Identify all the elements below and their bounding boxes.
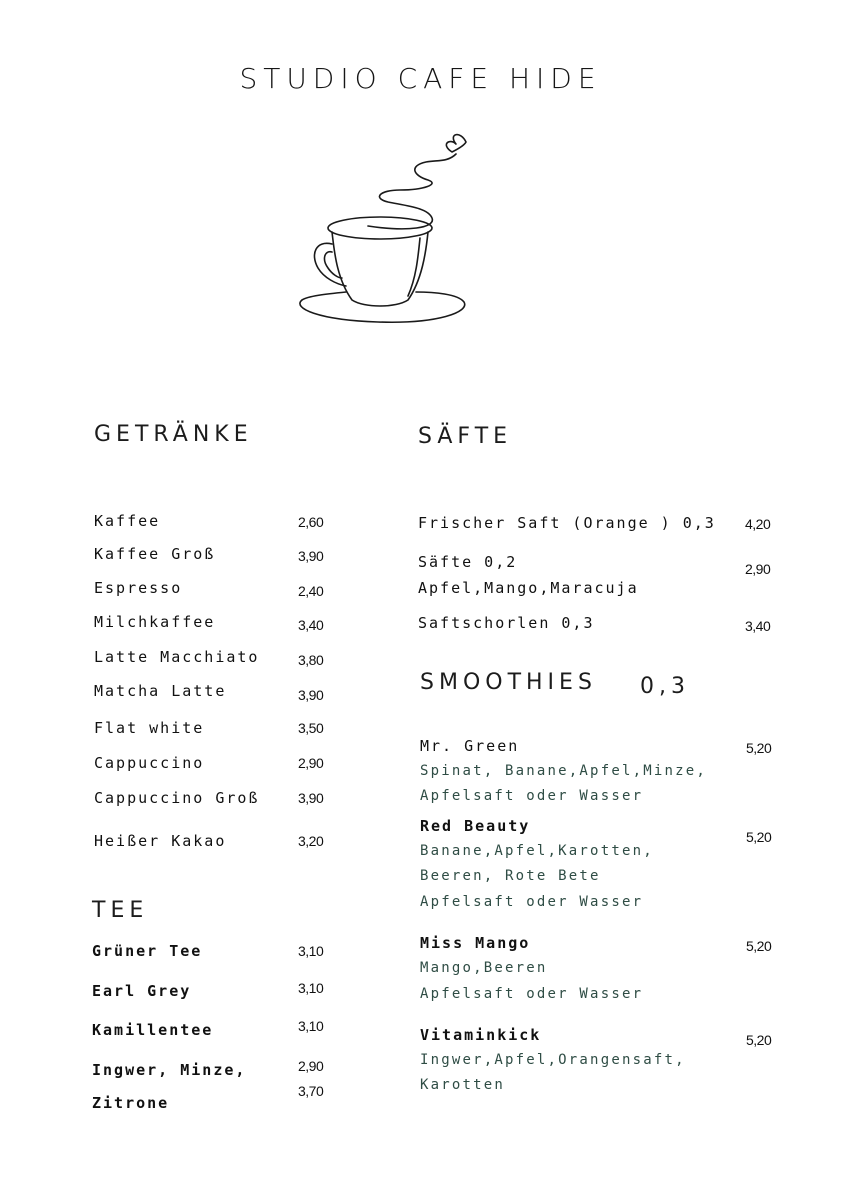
smoothies-size: 0,3 [640,674,690,699]
item-price: 3,10 [298,1018,324,1034]
item-description: Apfel,Mango,Maracuja [418,579,639,597]
item-description: Apfelsaft oder Wasser [420,986,644,1002]
item-description: Spinat, Banane,Apfel,Minze, [420,763,707,779]
list-item: Mr. Green [420,737,520,755]
list-item: Espresso [94,579,183,597]
list-item: Cappuccino [94,754,205,772]
item-price: 3,20 [298,833,324,849]
list-item: Miss Mango [420,934,531,952]
list-item: Red Beauty [420,817,531,835]
item-description: Banane,Apfel,Karotten, [420,843,654,859]
item-price: 3,10 [298,980,324,996]
list-item: Cappuccino Groß [94,789,260,807]
item-description: Apfelsaft oder Wasser [420,788,644,804]
section-heading-saefte: SÄFTE [418,424,513,449]
section-heading-smoothies: SMOOTHIES [420,670,597,695]
item-price: 2,90 [298,755,324,771]
item-description: Beeren, Rote Bete [420,868,601,884]
item-price: 5,20 [746,829,772,845]
list-item: Ingwer, Minze, [92,1061,247,1079]
list-item: Kaffee [94,512,161,530]
list-item: Grüner Tee [92,942,203,960]
item-price: 2,90 [745,561,771,577]
item-price: 5,20 [746,1032,772,1048]
list-item: Heißer Kakao [94,832,227,850]
item-description: Ingwer,Apfel,Orangensaft, [420,1052,686,1068]
list-item: Kamillentee [92,1021,214,1039]
item-description: Apfelsaft oder Wasser [420,894,644,910]
list-item: Frischer Saft (Orange ) 0,3 [418,514,716,532]
item-price: 2,40 [298,583,324,599]
item-price: 3,40 [298,617,324,633]
list-item: Säfte 0,2 [418,553,518,571]
item-price: 3,90 [298,548,324,564]
item-price: 5,20 [746,938,772,954]
list-item: Vitaminkick [420,1026,542,1044]
item-price: 5,20 [746,740,772,756]
list-item: Milchkaffee [94,613,216,631]
section-heading-getraenke: GETRÄNKE [94,422,253,447]
item-price: 2,60 [298,514,324,530]
list-item-continued: Zitrone [92,1094,170,1112]
coffee-cup-heart-icon [288,128,472,328]
list-item: Matcha Latte [94,682,227,700]
list-item: Flat white [94,719,205,737]
item-price: 3,10 [298,943,324,959]
item-price: 4,20 [745,516,771,532]
list-item: Kaffee Groß [94,545,216,563]
item-description: Mango,Beeren [420,960,548,976]
list-item: Earl Grey [92,982,192,1000]
section-heading-tee: TEE [92,898,149,923]
item-price: 3,50 [298,720,324,736]
item-price: 2,90 [298,1058,324,1074]
item-price: 3,70 [298,1083,324,1099]
item-description: Karotten [420,1077,506,1093]
item-price: 3,90 [298,790,324,806]
item-price: 3,90 [298,687,324,703]
item-price: 3,40 [745,618,771,634]
item-price: 3,80 [298,652,324,668]
page-title: STUDIO CAFE HIDE [239,62,602,95]
list-item: Saftschorlen 0,3 [418,614,595,632]
list-item: Latte Macchiato [94,648,260,666]
